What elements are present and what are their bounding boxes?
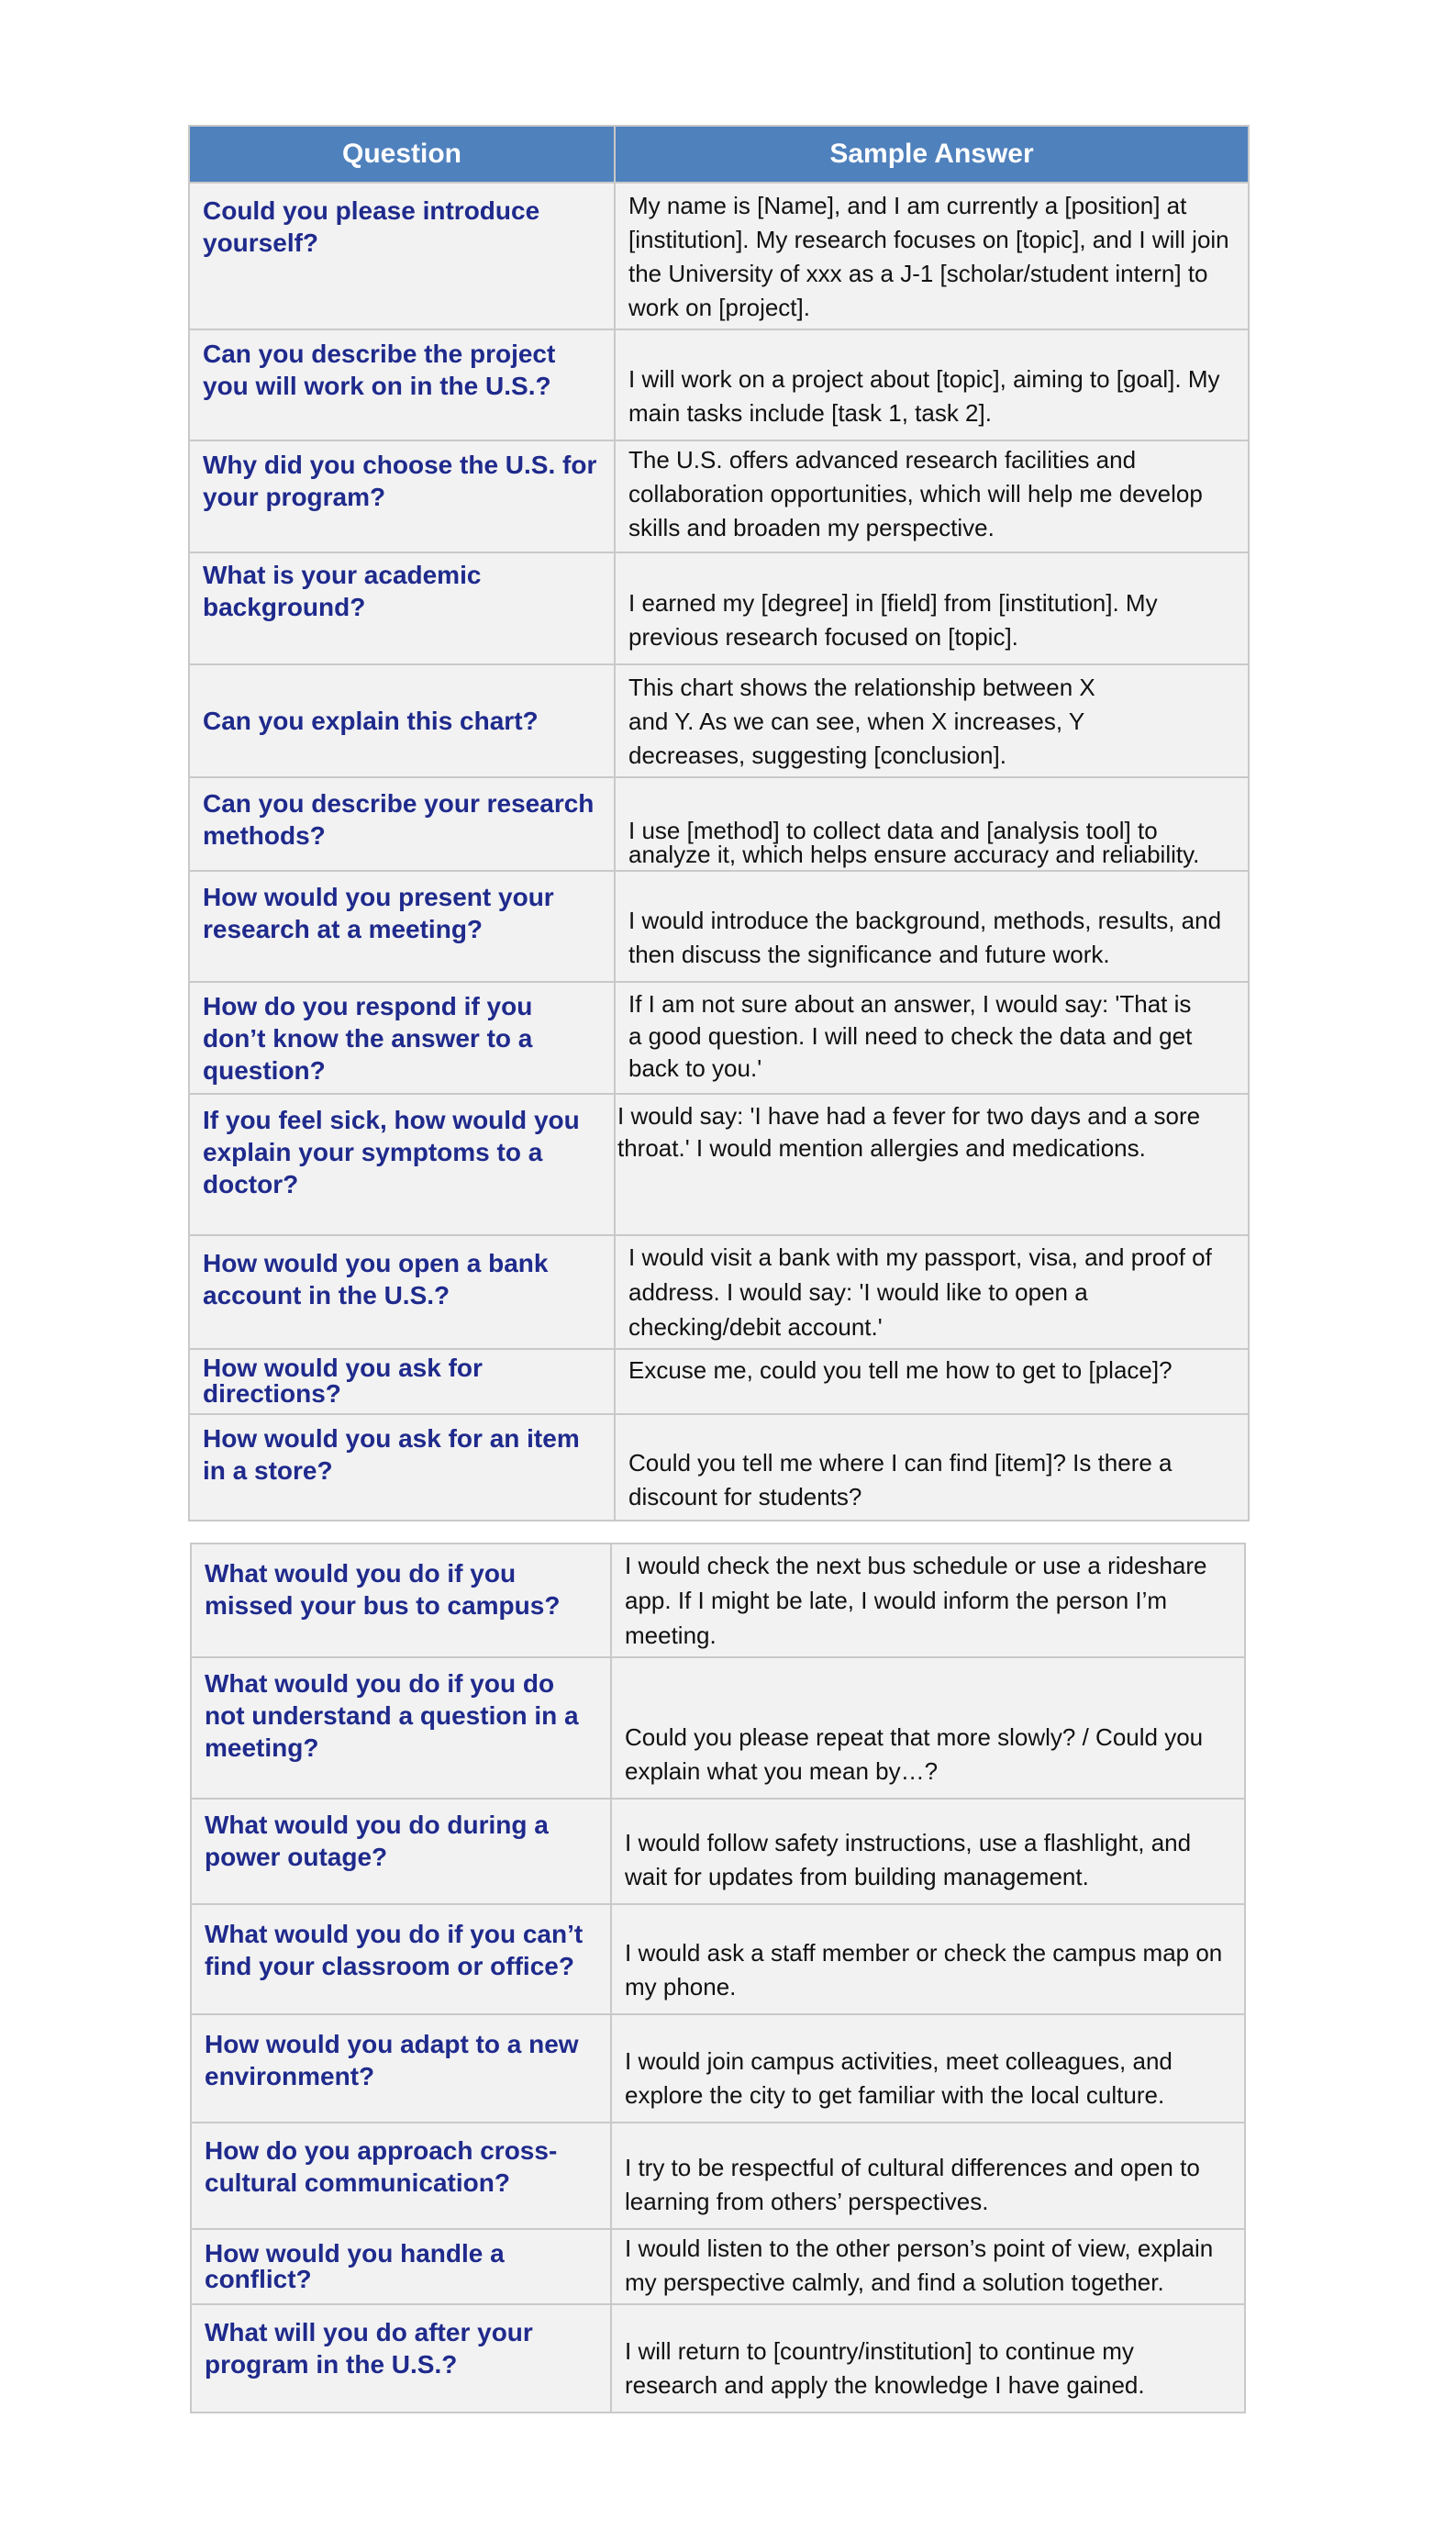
- question-cell: How would you adapt to a new environment?: [191, 2014, 611, 2123]
- answer-cell: The U.S. offers advanced research facilities and collaboration opportunities, which will help me develop skills and broaden my perspective.: [615, 440, 1249, 552]
- question-cell: What will you do after your program in the U.S.?: [191, 2304, 611, 2413]
- question-cell: Can you describe the project you will work on in the U.S.?: [189, 329, 615, 440]
- answer-cell: I would say: 'I have had a fever for two days and a sore throat.' I would mention allergies and medications.: [615, 1094, 1249, 1235]
- answer-cell: I will return to [country/institution] to continue my research and apply the knowledge I have gained.: [611, 2304, 1245, 2413]
- table-row: [189, 664, 1249, 777]
- answer-cell: I will work on a project about [topic], aiming to [goal]. My main tasks include [task 1, task 2].: [615, 329, 1249, 440]
- table-header-row: [189, 126, 1249, 183]
- answer-cell: I would visit a bank with my passport, visa, and proof of address. I would say: 'I would like to open a checking/debit account.': [615, 1235, 1249, 1349]
- question-cell: What is your academic background?: [189, 552, 615, 664]
- question-cell: What would you do if you do not understand a question in a meeting?: [191, 1657, 611, 1799]
- answer-cell: My name is [Name], and I am currently a [position] at [institution]. My research focuses on [topic], and I will join the University of xxx as a J-1 [scholar/student intern] to work on [project].: [615, 183, 1249, 329]
- table-row: [189, 329, 1249, 440]
- table-row: [189, 982, 1249, 1094]
- answer-cell: I would join campus activities, meet colleagues, and explore the city to get familiar with the local culture.: [611, 2014, 1245, 2123]
- table-row: [191, 2123, 1245, 2229]
- answer-cell: I would listen to the other person’s point of view, explain my perspective calmly, and find a solution together.: [611, 2229, 1245, 2304]
- question-cell: What would you do if you can’t find your classroom or office?: [191, 1904, 611, 2014]
- question-cell: If you feel sick, how would you explain your symptoms to a doctor?: [189, 1094, 615, 1235]
- table-row: [189, 1094, 1249, 1235]
- table-row: [191, 1657, 1245, 1799]
- answer-cell: I earned my [degree] in [field] from [institution]. My previous research focused on [topic].: [615, 552, 1249, 664]
- table-row: [189, 1349, 1249, 1414]
- question-cell: How do you respond if you don’t know the answer to a question?: [189, 982, 615, 1094]
- question-cell: How would you present your research at a meeting?: [189, 871, 615, 982]
- table-row: [189, 1235, 1249, 1349]
- table-row: [191, 2304, 1245, 2413]
- question-cell: How would you ask for an item in a store?: [189, 1414, 615, 1521]
- answer-cell: Could you tell me where I can find [item]? Is there a discount for students?: [615, 1414, 1249, 1521]
- table-row: [189, 871, 1249, 982]
- qa-table-continued: [190, 1543, 1246, 2413]
- table-row: [191, 2229, 1245, 2304]
- qa-table-main: [188, 125, 1250, 1521]
- question-cell: How do you approach cross-cultural communication?: [191, 2123, 611, 2229]
- table-row: [189, 183, 1249, 329]
- question-cell: Can you explain this chart?: [189, 664, 615, 777]
- answer-cell: I try to be respectful of cultural differences and open to learning from others’ perspectives.: [611, 2123, 1245, 2229]
- question-cell: Could you please introduce yourself?: [189, 183, 615, 329]
- table-row: [191, 1799, 1245, 1904]
- question-cell: How would you ask for directions?: [189, 1349, 615, 1414]
- answer-cell: I would follow safety instructions, use a flashlight, and wait for updates from building management.: [611, 1799, 1245, 1904]
- answer-column-header: Sample Answer: [615, 126, 1249, 183]
- answer-cell: This chart shows the relationship between X and Y. As we can see, when X increases, Y decreases, suggesting [conclusion].: [615, 664, 1249, 777]
- question-cell: How would you open a bank account in the U.S.?: [189, 1235, 615, 1349]
- question-cell: How would you handle a conflict?: [191, 2229, 611, 2304]
- answer-cell: I use [method] to collect data and [analysis tool] to analyze it, which helps ensure accuracy and reliability.: [615, 777, 1249, 871]
- table-row: [189, 777, 1249, 871]
- table-row: [189, 1414, 1249, 1521]
- question-cell: What would you do during a power outage?: [191, 1799, 611, 1904]
- answer-cell: I would ask a staff member or check the campus map on my phone.: [611, 1904, 1245, 2014]
- answer-cell: Excuse me, could you tell me how to get to [place]?: [615, 1349, 1249, 1414]
- question-cell: Why did you choose the U.S. for your program?: [189, 440, 615, 552]
- table-row: [191, 1544, 1245, 1657]
- table-row: [191, 1904, 1245, 2014]
- table-row: [189, 552, 1249, 664]
- table-row: [189, 440, 1249, 552]
- question-cell: Can you describe your research methods?: [189, 777, 615, 871]
- table-row: [191, 2014, 1245, 2123]
- answer-cell: If I am not sure about an answer, I would say: 'That is a good question. I will need to check the data and get back to you.': [615, 982, 1249, 1094]
- answer-cell: Could you please repeat that more slowly? / Could you explain what you mean by…?: [611, 1657, 1245, 1799]
- question-column-header: Question: [189, 126, 615, 183]
- answer-cell: I would introduce the background, methods, results, and then discuss the significance and future work.: [615, 871, 1249, 982]
- answer-cell: I would check the next bus schedule or use a rideshare app. If I might be late, I would inform the person I’m meeting.: [611, 1544, 1245, 1657]
- question-cell: What would you do if you missed your bus to campus?: [191, 1544, 611, 1657]
